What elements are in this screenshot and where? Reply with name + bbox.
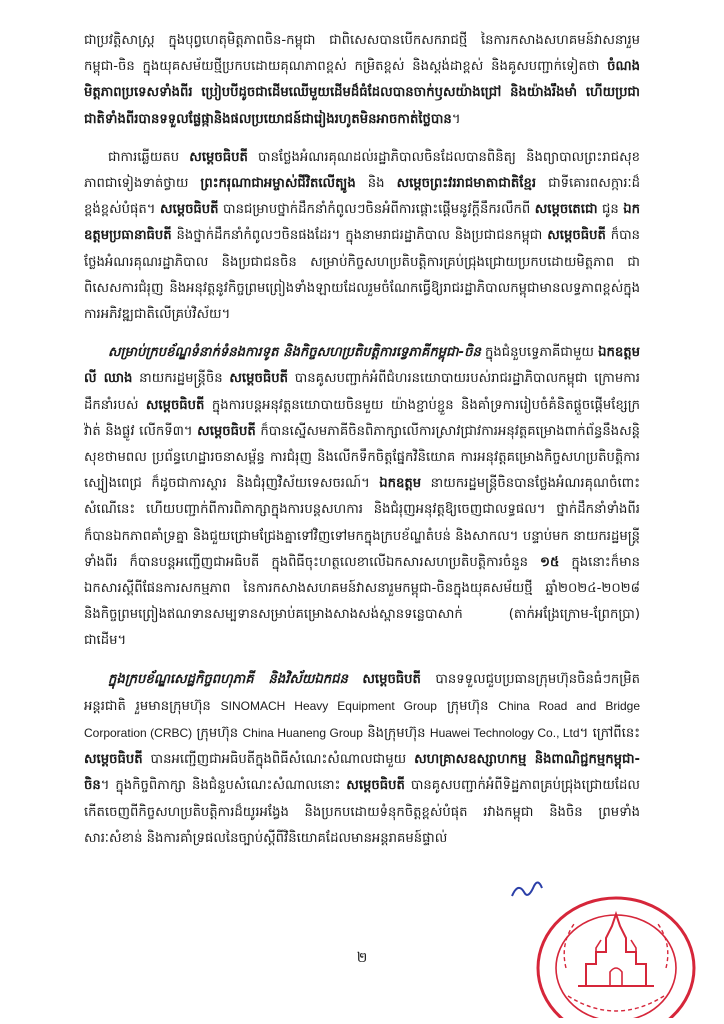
text-run: ក្រុមហ៊ុន — [192, 726, 243, 742]
text-run: ក្នុងជំនួបទ្វេភាគីជាមួយ — [480, 345, 599, 361]
text-run: ក្នុងក្របខ័ណ្ឌសេដ្ឋកិច្ចពហុភាគី និងវិស័យឯកជន — [108, 671, 348, 687]
text-run: បានជម្រាបថ្នាក់ដឹកនាំកំពូលៗចិនអំពីការផ្តោះផ្តើមនូវក្តីនឹករលឹកពី — [218, 202, 535, 218]
text-run: សម្រាប់ក្របខ័ណ្ឌទំនាក់ទំនងការទូត និងកិច្ចសហប្រតិបត្តិការទ្វេភាគីកម្ពុជា-ចិន — [108, 345, 481, 361]
text-run: សម្តេចតេជោ — [534, 202, 598, 218]
paragraph — [84, 667, 640, 852]
text-run: ក្នុងនោះក៏មានឯកសារស្តីពីផែនការសកម្មភាព នៃការកសាងសហគមន៍វាសនារួមកម្ពុជា-ចិនក្នុងយុគសម័យថ្មី ឆ្នាំ២០២៤-២០២៨ និងកិច្ចព្រមព្រៀងឥណទានសម្បទានសម្រាប់គម្រោងសាងសង់ស្ពានទន្លេបាសាក់ (តាក់អង្រែក្រោម-ព្រែកប្រា) ជាដើម។ — [84, 554, 640, 649]
text-run: ជាការឆ្លើយតប — [108, 149, 190, 165]
text-run: ក្នុងការបន្តអនុវត្តនយោបាយចិនមួយ យ៉ាងខ្ជាប់ខ្ជួន និងគាំទ្រការរៀបចំគំនិតផ្តួចផ្តើមខ្សែក្រវ៉ាត់ និងផ្លូវ លើកទី៣។ — [84, 397, 640, 439]
text-run: ១៥ — [540, 554, 560, 570]
text-run: ជូន — [597, 202, 624, 218]
text-run: សម្តេចធិបតី — [159, 202, 219, 218]
text-run: Huawei Technology Co., Ltd — [429, 726, 580, 741]
text-run: និងក្រុមហ៊ុន — [362, 726, 430, 742]
text-run — [348, 672, 362, 687]
text-run: ជាទីគោរពសក្ការៈដ៏ខ្ពង់ខ្ពស់បំផុត។ — [84, 176, 640, 218]
text-run: សម្តេចធិបតី — [547, 228, 606, 244]
official-seal-stamp — [506, 868, 696, 1018]
text-run: សម្តេចធិបតី — [145, 397, 205, 413]
text-run: ជាប្រវត្តិសាស្ត្រ ក្នុងបុព្វហេតុមិត្តភាពចិន-កម្ពុជា ជាពិសេសបានបើកសករាជថ្មី នៃការកសាងសហគមន៍វាសនារួមកម្ពុជា-ចិន ក្នុងយុគសម័យថ្មីប្រកបដោយគុណភាពខ្ពស់ កម្រិតខ្ពស់ និងស្តង់ដាខ្ពស់ និងគូសបញ្ជាក់ទៀតថា — [84, 33, 640, 75]
text-run: បានគូសបញ្ជាក់អំពីទិដ្ឋភាពគ្រប់ជ្រុងជ្រោយដែលកើតចេញពីកិច្ចសហប្រតិបត្តិការដ៏យូរអង្វែង និងប្រកបដោយទំនុកចិត្តខ្ពស់បំផុត រវាងកម្ពុជា និងចិន ព្រមទាំងសារៈសំខាន់ និងការគាំទ្រផលនៃច្បាប់ស្តីពីវិនិយោគដែលមានអន្តរាគមន៍ផ្ទាល់ — [84, 778, 640, 846]
text-run: ព្រះករុណាជាអម្ចាស់ជីវិតលើត្បូង — [200, 176, 356, 192]
signature-mark — [512, 882, 542, 896]
text-run: SINOMACH Heavy Equipment Group — [220, 698, 437, 713]
text-run: និងថ្នាក់ដឹកនាំកំពូលៗចិនផងដែរ។ ក្នុងនាមរាជរដ្ឋាភិបាល និងប្រជាជនកម្ពុជា — [171, 228, 548, 244]
text-run: ឯកឧត្តមប្រធានាធិបតី — [84, 202, 640, 244]
text-run: នាយករដ្ឋមន្ត្រីចិនបានថ្លែងអំណរគុណចំពោះសំណើនេះ ហើយបញ្ជាក់ពីការពិភាក្សាក្នុងការបន្តសហការ និងជំរុញអនុវត្តឱ្យចេញជាលទ្ធផល។ ថ្នាក់ដឹកនាំទាំងពីរ ក៏បានឯកភាពគាំទ្រគ្នា និងជួយជ្រោមជ្រែងគ្នាទៅវិញទៅមកក្នុងក្របខ័ណ្ឌតំបន់ និងសាកល។ បន្ទាប់មក នាយករដ្ឋមន្ត្រីទាំងពីរ ក៏បានបន្តអញ្ជើញជាអធិបតី ក្នុងពិធីចុះហត្ថលេខាលើឯកសារសហប្រតិបត្តិការចំនួន — [84, 476, 640, 570]
text-run: សម្តេចធិបតី — [346, 778, 405, 794]
paragraph — [84, 340, 640, 654]
text-run: ចំណងមិត្តភាពប្រទេសទាំងពីរ ប្រៀបបីដូចជាដើមឈើមួយដើមដ៏ធំដែលបានចាក់ឫសយ៉ាងជ្រៅ និងយ៉ាងរឹងមាំ ហើយប្រជាជាតិទាំងពីរបានទទួលផ្លែផ្កានិងផលប្រយោជន៍ជារៀងរហូតមិនអាចកាត់ថ្លៃបាន — [84, 59, 640, 127]
text-run: សម្តេចធិបតី — [189, 149, 248, 165]
seal-icon — [538, 898, 694, 1018]
text-run: នាយករដ្ឋមន្ត្រីចិន — [132, 371, 230, 387]
text-run: សហគ្រាសឧស្សាហកម្ម និងពាណិជ្ជកម្មកម្ពុជា-ចិន — [84, 752, 640, 794]
text-run: បានគូសបញ្ជាក់អំពីជំហរនយោបាយរបស់រាជរដ្ឋាភិបាលកម្ពុជា ក្រោមការដឹកនាំរបស់ — [84, 371, 640, 413]
text-run: សម្តេចធិបតី — [229, 371, 288, 387]
text-run: ។ ក្រៅពីនេះ — [579, 726, 641, 742]
text-run: សម្តេចធិបតី — [197, 423, 256, 439]
page-number: ២ — [356, 950, 368, 966]
text-run: ។ ក្នុងកិច្ចពិភាក្សា និងជំនួបសំណេះសំណាលនោះ — [100, 778, 347, 794]
paragraph — [84, 28, 640, 133]
text-run: ឯកឧត្តម — [379, 476, 422, 492]
text-run: ក្រុមហ៊ុន — [437, 698, 499, 714]
text-run: ក៏បានស្នើសមភាគីចិនពិភាក្សាលើការស្រាវជ្រាវការអនុវត្តគម្រោងពាក់ព័ន្ធនឹងសន្តិសុខថាមពល ប្រព័ន្ធហេដ្ឋារចនាសម្ព័ន្ធ ការជំរុញ និងលើកទឹកចិត្តផ្នែកវិនិយោគ ការអនុវត្តគម្រោងកិច្ចសហប្រតិបត្តិការស្បៀងពេជ្រ ក៏ដូចជាការស្តារ និងជំរុញវិស័យទេសចរណ៍។ — [84, 423, 640, 492]
text-run: ឯកឧត្តម លី ឈាង — [84, 345, 640, 387]
body-text — [84, 28, 640, 864]
text-run: ក៏បានថ្លែងអំណរគុណរដ្ឋាភិបាល និងប្រជាជនចិន សម្រាប់កិច្ចសហប្រតិបត្តិការគ្រប់ជ្រុងជ្រោយប្រកបដោយមិត្តភាព ជាពិសេសការជំរុញ និងអនុវត្តនូវកិច្ចព្រមព្រៀងទាំងឡាយដែលរួមចំណែកធ្វើឱ្យរាជរដ្ឋាភិបាលកម្ពុជាមានលទ្ធភាពខ្ពស់ក្នុងការអភិវឌ្ឍជាតិលើគ្រប់វិស័យ។ — [84, 228, 640, 323]
paragraph — [84, 145, 640, 328]
text-run: China Huaneng Group — [242, 726, 363, 741]
text-run: បានថ្លែងអំណរគុណដល់រដ្ឋាភិបាលចិនដែលបានពិនិត្យ និងព្យាបាលព្រះរាជសុខភាពជាទៀងទាត់ថ្វាយ — [84, 149, 640, 192]
text-run: បានទទួលជួបប្រធានក្រុមហ៊ុនចិនធំៗកម្រិតអន្តរជាតិ រួមមានក្រុមហ៊ុន — [84, 671, 640, 714]
text-run: បានអញ្ជើញជាអធិបតីក្នុងពិធីសំណេះសំណាលជាមួយ — [142, 752, 415, 768]
text-run: សម្តេចធិបតី — [84, 752, 143, 768]
text-run: សម្តេចព្រះវររាជមាតាជាតិខ្មែរ — [396, 176, 537, 192]
text-run: China Road and Bridge Corporation (CRBC) — [84, 698, 641, 741]
text-run: សម្តេចធិបតី — [362, 671, 421, 687]
text-run: និង — [355, 176, 397, 192]
text-run: ។ — [451, 111, 461, 127]
